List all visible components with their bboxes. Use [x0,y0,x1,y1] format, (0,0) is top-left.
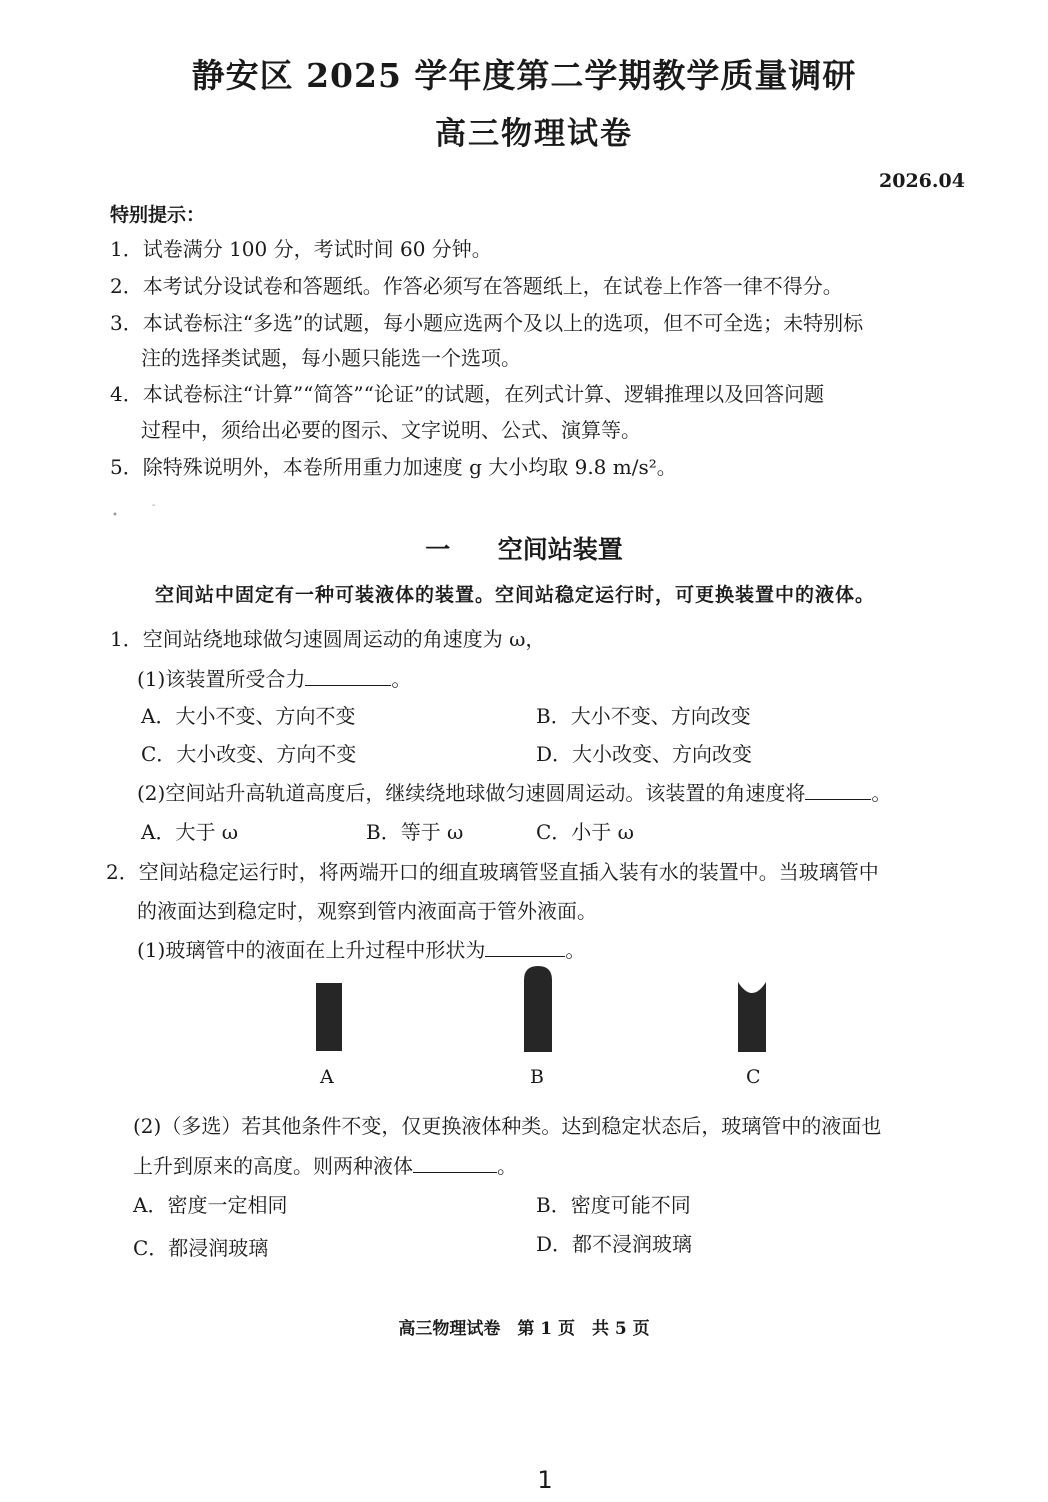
q2-part2-end: 。 [497,1154,517,1178]
q2-p2-option-a: A．密度一定相同 [133,1193,288,1217]
notice-item-3: 3．本试卷标注“多选”的试题，每小题应选两个及以上的选项，但不可全选；未特别标 [110,311,864,335]
q2-p2-option-c: C．都浸润玻璃 [133,1236,269,1260]
q1-p1-option-a: A．大小不变、方向不变 [141,704,356,728]
exam-subtitle: 高三物理试卷 [435,116,633,152]
answer-blank [805,781,871,800]
page-number: 1 [537,1466,553,1494]
q1-p2-option-a: A．大于 ω [141,820,239,844]
notice-heading: 特别提示： [110,204,206,226]
scan-mark: • [112,510,118,521]
section-number: 一 [425,535,451,564]
q2-part2-line1: (2)（多选）若其他条件不变，仅更换液体种类。达到稳定状态后，玻璃管中的液面也 [133,1114,882,1138]
section-name: 空间站装置 [497,535,623,564]
tube-convex-surface [524,966,552,1052]
q2-part2-text: 上升到原来的高度。则两种液体 [133,1154,413,1178]
notice-item-2: 2．本考试分设试卷和答题纸。作答必须写在答题纸上，在试卷上作答一律不得分。 [110,274,843,298]
page-footer: 高三物理试卷 第 1 页 共 5 页 [398,1319,650,1339]
figure-label-b: B [530,1066,544,1088]
q2-part2-line2 [133,1150,517,1179]
q1-part1 [137,663,411,692]
q1-part2 [137,777,891,806]
answer-blank [413,1154,497,1173]
q2-p2-option-d: D．都不浸润玻璃 [536,1232,693,1256]
q1-part2-end: 。 [871,781,892,805]
notice-item-1: 1．试卷满分 100 分，考试时间 60 分钟。 [110,237,492,261]
q1-p1-option-d: D．大小改变、方向改变 [536,742,753,766]
notice-item-4: 4．本试卷标注“计算”“简答”“论证”的试题，在列式计算、逻辑推理以及回答问题 [110,382,825,406]
q2-part1-text: (1)玻璃管中的液面在上升过程中形状为 [137,938,486,962]
figure-label-a: A [320,1066,334,1088]
notice-item-5: 5．除特殊说明外，本卷所用重力加速度 g 大小均取 9.8 m/s²。 [110,455,677,479]
exam-date: 2026.04 [879,170,965,192]
exam-title: 静安区 2025 学年度第二学期教学质量调研 [191,56,857,95]
q1-part1-end: 。 [391,667,412,691]
tube-concave-surface [738,982,766,1052]
q1-p2-option-b: B．等于 ω [366,820,464,844]
q1-p1-option-c: C．大小改变、方向不变 [141,742,357,766]
scan-mark: - [152,500,156,511]
q1-part1-text: (1)该装置所受合力 [137,667,306,691]
q2-part1 [137,934,585,963]
q1-part2-text: (2)空间站升高轨道高度后，继续绕地球做匀速圆周运动。该装置的角速度将 [137,781,806,805]
q1-p2-option-c: C．小于 ω [536,820,634,844]
q1-p1-option-b: B．大小不变、方向改变 [536,704,751,728]
section-title [0,530,1048,566]
answer-blank [485,938,565,957]
notice-item-3-cont: 注的选择类试题，每小题只能选一个选项。 [141,346,521,370]
q1-stem: 1．空间站绕地球做匀速圆周运动的角速度为 ω， [110,627,546,651]
answer-blank [305,667,391,686]
q2-stem-line1: 2．空间站稳定运行时，将两端开口的细直玻璃管竖直插入装有水的装置中。当玻璃管中 [106,860,879,884]
q2-stem-line2: 的液面达到稳定时，观察到管内液面高于管外液面。 [137,899,597,923]
q2-p2-option-b: B．密度可能不同 [536,1193,691,1217]
q2-part1-end: 。 [565,938,586,962]
section-intro: 空间站中固定有一种可装液体的装置。空间站稳定运行时，可更换装置中的液体。 [155,584,876,606]
figure-label-c: C [746,1066,761,1088]
tube-flat-surface [316,983,342,1051]
notice-item-4-cont: 过程中，须给出必要的图示、文字说明、公式、演算等。 [141,418,641,442]
